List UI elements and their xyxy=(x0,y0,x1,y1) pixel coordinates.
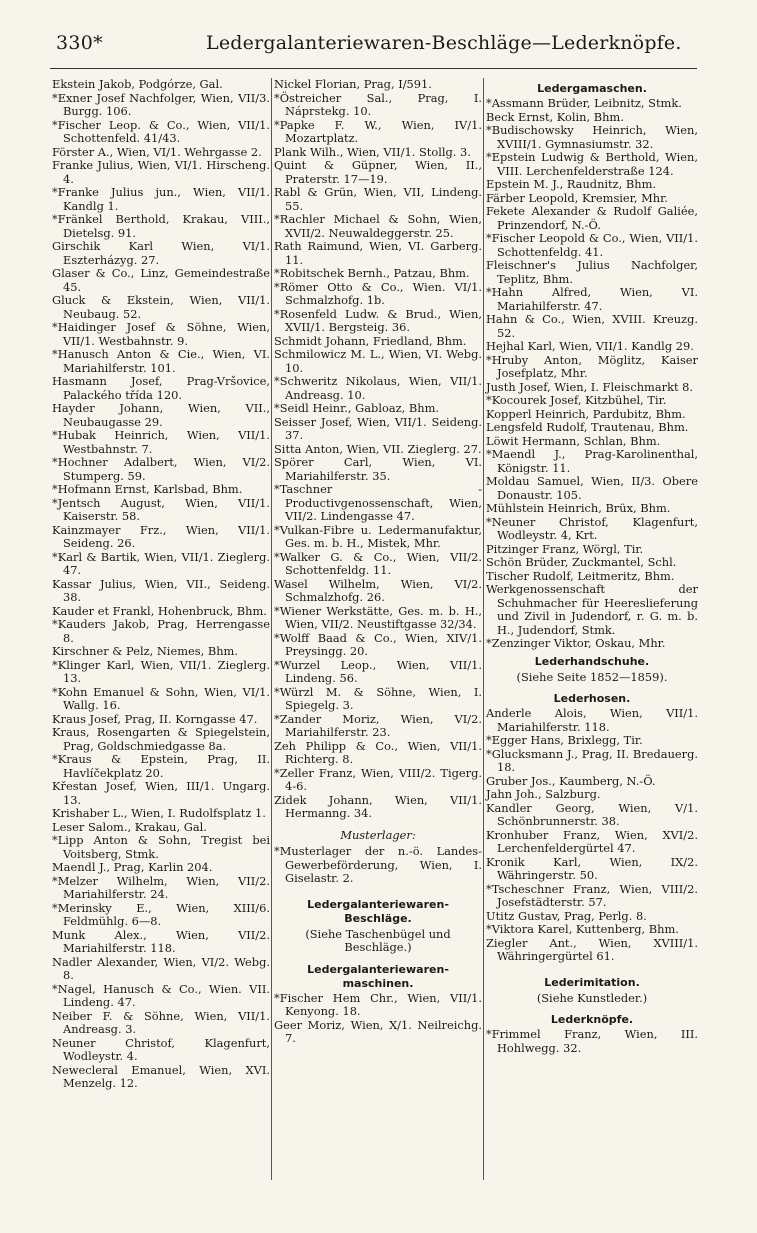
directory-entry: *Rachler Michael & Sohn, Wien, XVII/2. Neuwaldeggerstr. 25. xyxy=(274,212,482,240)
directory-entry: Franke Julius, Wien, VI/1. Hirscheng. 4. xyxy=(52,158,270,186)
directory-entry: Rabl & Grün, Wien, VII, Lindeng. 55. xyxy=(274,185,482,213)
directory-entry: Krishaber L., Wien, I. Rudolfsplatz 1. xyxy=(52,806,266,820)
directory-entry: *Melzer Wilhelm, Wien, VII/2. Mariahilferstr. 24. xyxy=(52,873,270,901)
directory-entry: *Hruby Anton, Möglitz, Kaiser Josefplatz, Mhr. xyxy=(486,352,698,380)
directory-entry: Hasmann Josef, Prag-Vršovice, Palackého třída 120. xyxy=(52,374,270,402)
directory-entry: *Assmann Brüder, Leibnitz, Stmk. xyxy=(486,96,682,110)
directory-entry: Girschik Karl Wien, VI/1. Eszterházyg. 27. xyxy=(52,239,270,267)
directory-entry: Gluck & Ekstein, Wien, VII/1. Neubaug. 52. xyxy=(52,293,270,321)
directory-entry: *Fischer Hem Chr., Wien, VII/1. Kenyong. 18. xyxy=(274,990,482,1018)
directory-entry: Maendl J., Prag, Karlin 204. xyxy=(52,860,213,874)
section-note: (Siehe Kunstleder.) xyxy=(536,990,648,1005)
directory-entry: *Hahn Alfred, Wien, VI. Mariahilferstr. 47. xyxy=(486,285,698,313)
directory-entry: *Zenzinger Viktor, Oskau, Mhr. xyxy=(486,636,666,650)
directory-entry: *Fischer Leopold & Co., Wien, VII/1. Schottenfeldg. 41. xyxy=(486,231,698,259)
section-note: (Siehe Seite 1852—1859). xyxy=(516,669,668,684)
column-divider xyxy=(271,78,272,1180)
directory-entry: Kronhuber Franz, Wien, XVI/2. Lerchenfeldergürtel 47. xyxy=(486,827,698,855)
directory-entry: Zidek Johann, Wien, VII/1. Hermanng. 34. xyxy=(274,792,482,820)
directory-entry: Moldau Samuel, Wien, II/3. Obere Donaustr. 105. xyxy=(486,474,698,502)
section-heading: Ledergamaschen. xyxy=(537,82,647,95)
musterlager-label: Musterlager: xyxy=(340,827,416,842)
directory-entry: Färber Leopold, Kremsier, Mhr. xyxy=(486,190,668,205)
directory-entry: Ziegler Ant., Wien, XVIII/1. Währingergürtel 61. xyxy=(486,935,698,963)
directory-entry: Nickel Florian, Prag, I/591. xyxy=(274,77,432,91)
section-heading: Lederhosen. xyxy=(553,692,631,705)
directory-entry: Kandler Georg, Wien, V/1. Schönbrunnerstr. 38. xyxy=(486,800,698,828)
directory-entry: Ekstein Jakob, Podgórze, Gal. xyxy=(52,77,223,91)
entry-list xyxy=(274,992,482,1046)
directory-entry: Mühlstein Heinrich, Brüx, Bhm. xyxy=(486,501,671,515)
directory-entry: *Würzl M. & Söhne, Wien, I. Spiegelg. 3. xyxy=(274,684,482,712)
directory-entry: Spörer Carl, Wien, VI. Mariahilferstr. 35. xyxy=(274,455,482,483)
directory-entry: *Seidl Heinr., Gabloaz, Bhm. xyxy=(274,401,439,415)
directory-entry: Kraus Josef, Prag, II. Korngasse 47. xyxy=(52,711,258,726)
directory-entry: Utitz Gustav, Prag, Perlg. 8. xyxy=(486,908,647,923)
directory-entry: *Musterlager der n.-ö. Landes-Gewerbeförderung, Wien, I. Giselastr. 2. xyxy=(274,844,482,885)
directory-entry: *Neuner Christof, Klagenfurt, Wodleystr. 4, Krt. xyxy=(486,514,698,542)
directory-entry: *Egger Hans, Brixlegg, Tir. xyxy=(486,733,643,747)
entry-list xyxy=(274,78,482,821)
directory-entry: *Haidinger Josef & Söhne, Wien, VII/1. Westbahnstr. 9. xyxy=(52,320,270,348)
directory-entry: Kraus, Rosengarten & Spiegelstein, Prag, Goldschmiedgasse 8a. xyxy=(52,725,270,753)
directory-entry: *Kocourek Josef, Kitzbühel, Tir. xyxy=(486,393,667,407)
directory-entry: *Kohn Emanuel & Sohn, Wien, VI/1. Wallg. 16. xyxy=(52,684,270,712)
entry-list xyxy=(486,97,698,651)
directory-entry: Werkgenossenschaft der Schuhmacher für Heereslieferung und Zivil in Judendorf, r. G. m. b. H., Judendorf, Stmk. xyxy=(486,582,698,637)
directory-entry: *Klinger Karl, Wien, VII/1. Zieglerg. 13. xyxy=(52,657,270,685)
directory-entry: Kirschner & Pelz, Niemes, Bhm. xyxy=(52,644,238,658)
directory-entry: *Franke Julius jun., Wien, VII/1. Kandlg 1. xyxy=(52,185,270,213)
entry-list xyxy=(274,845,482,886)
directory-entry: Beck Ernst, Kolin, Bhm. xyxy=(486,109,624,124)
directory-entry: Sitta Anton, Wien, VII. Zieglerg. 27. xyxy=(274,441,482,456)
directory-entry: *Exner Josef Nachfolger, Wien, VII/3. Burgg. 106. xyxy=(52,90,270,118)
directory-entry: Kassar Julius, Wien, VII., Seideng. 38. xyxy=(52,576,270,604)
directory-entry: Schmidt Johann, Friedland, Bhm. xyxy=(274,333,467,348)
directory-entry: *Hochner Adalbert, Wien, VI/2. Stumperg. 59. xyxy=(52,455,270,483)
directory-entry: Rath Raimund, Wien, VI. Garberg. 11. xyxy=(274,239,482,267)
directory-entry: Geer Moriz, Wien, X/1. Neilreichg. 7. xyxy=(274,1017,482,1045)
directory-entry: *Schweritz Nikolaus, Wien, VII/1. Andreasg. 10. xyxy=(274,374,482,402)
directory-entry: Wasel Wilhelm, Wien, VI/2. Schmalzhofg. 26. xyxy=(274,576,482,604)
section-heading: Ledergalanteriewaren- maschinen. xyxy=(307,962,449,990)
directory-entry: *Frimmel Franz, Wien, III. Hohlwegg. 32. xyxy=(486,1027,698,1055)
directory-entry: *Rosenfeld Ludw. & Brud., Wien, XVII/1. Bergsteig. 36. xyxy=(274,306,482,334)
directory-entry: *Walker G. & Co., Wien, VII/2. Schottenfeldg. 11. xyxy=(274,549,482,577)
directory-entry: Kauder et Frankl, Hohenbruck, Bhm. xyxy=(52,603,267,618)
directory-entry: Hahn & Co., Wien, XVIII. Kreuzg. 52. xyxy=(486,312,698,340)
directory-entry: Löwit Hermann, Schlan, Bhm. xyxy=(486,433,661,448)
directory-entry: Anderle Alois, Wien, VII/1. Mariahilferstr. 118. xyxy=(486,706,698,734)
directory-entry: *Römer Otto & Co., Wien. VI/1. Schmalzhofg. 1b. xyxy=(274,279,482,307)
column-divider xyxy=(483,78,484,1180)
directory-entry: Tischer Rudolf, Leitmeritz, Bhm. xyxy=(486,568,675,583)
directory-entry: Jahn Joh., Salzburg. xyxy=(486,787,601,801)
directory-entry: *Kauders Jakob, Prag, Herrengasse 8. xyxy=(52,617,270,645)
directory-entry: *Merinsky E., Wien, XIII/6. Feldmühlg. 6—8. xyxy=(52,900,270,928)
directory-entry: *Vulkan-Fibre u. Ledermanufaktur, Ges. m. b. H., Mistek, Mhr. xyxy=(274,522,482,550)
entry-list xyxy=(52,78,270,1091)
directory-entry: *Östreicher Sal., Prag, I. Náprstekg. 10. xyxy=(274,90,482,118)
section-heading: Lederhandschuhe. xyxy=(534,654,650,668)
directory-entry: *Zander Moriz, Wien, VI/2. Mariahilferstr. 23. xyxy=(274,711,482,739)
directory-entry: Förster A., Wien, VI/1. Wehrgasse 2. xyxy=(52,144,262,159)
section-heading: Lederimitation. xyxy=(544,975,640,989)
section-note: (Siehe Taschenbügel und Beschläge.) xyxy=(305,926,451,954)
directory-entry: Justh Josef, Wien, I. Fleischmarkt 8. xyxy=(486,379,694,394)
directory-entry: Nadler Alexander, Wien, VI/2. Webg. 8. xyxy=(52,954,270,982)
directory-entry: Plank Wilh., Wien, VII/1. Stollg. 3. xyxy=(274,144,471,159)
directory-entry: *Jentsch August, Wien, VII/1. Kaiserstr. 58. xyxy=(52,495,270,523)
directory-entry: *Glucksmann J., Prag, II. Bredauerg. 18. xyxy=(486,746,698,774)
directory-entry: Glaser & Co., Linz, Gemeindestraße 45. xyxy=(52,266,270,294)
directory-entry: Křestan Josef, Wien, III/1. Ungarg. 13. xyxy=(52,779,270,807)
column-3 xyxy=(486,78,698,1055)
directory-entry: Neiber F. & Söhne, Wien, VII/1. Andreasg. 3. xyxy=(52,1008,270,1036)
directory-entry: *Wurzel Leop., Wien, VII/1. Lindeng. 56. xyxy=(274,657,482,685)
directory-entry: *Fischer Leop. & Co., Wien, VII/1. Schottenfeld. 41/43. xyxy=(52,117,270,145)
directory-entry: *Viktora Karel, Kuttenberg, Bhm. xyxy=(486,922,679,936)
directory-entry: *Zeller Franz, Wien, VIII/2. Tigerg. 4-6. xyxy=(274,765,482,793)
directory-entry: *Wolff Baad & Co., Wien, XIV/1. Preysingg. 20. xyxy=(274,630,482,658)
directory-entry: Kainzmayer Frz., Wien, VII/1. Seideng. 26. xyxy=(52,522,270,550)
directory-entry: *Tscheschner Franz, Wien, VIII/2. Josefstädterstr. 57. xyxy=(486,881,698,909)
page-header xyxy=(56,32,696,62)
directory-entry: Schön Brüder, Zuckmantel, Schl. xyxy=(486,555,677,569)
directory-entry: Hejhal Karl, Wien, VII/1. Kandlg 29. xyxy=(486,339,694,353)
directory-entry: Leser Salom., Krakau, Gal. xyxy=(52,819,207,834)
directory-entry: Gruber Jos., Kaumberg, N.-Ö. xyxy=(486,773,656,788)
section-heading: Ledergalanteriewaren- Beschläge. xyxy=(307,897,449,925)
directory-entry: *Wiener Werkstätte, Ges. m. b. H., Wien, VII/2. Neustiftgasse 32/34. xyxy=(274,603,482,631)
directory-entry: Epstein M. J., Raudnitz, Bhm. xyxy=(486,177,657,191)
directory-entry: *Papke F. W., Wien, IV/1. Mozartplatz. xyxy=(274,117,482,145)
directory-entry: *Fränkel Berthold, Krakau, VIII., Dietelsg. 91. xyxy=(52,212,270,240)
column-2 xyxy=(274,78,482,1046)
directory-entry: Quint & Güpner, Wien, II., Praterstr. 17—19. xyxy=(274,158,482,186)
directory-entry: *Taschner - Productivgenossenschaft, Wien, VII/2. Lindengasse 47. xyxy=(274,482,482,523)
directory-entry: Munk Alex., Wien, VII/2. Mariahilferstr. 118. xyxy=(52,927,270,955)
running-head: Ledergalanteriewaren-Beschläge—Lederknöpfe. xyxy=(206,32,682,54)
directory-entry: *Nagel, Hanusch & Co., Wien. VII. Lindeng. 47. xyxy=(52,981,270,1009)
directory-entry: Kopperl Heinrich, Pardubitz, Bhm. xyxy=(486,406,686,421)
section-heading: Lederknöpfe. xyxy=(550,1013,634,1026)
directory-entry: Fleischner's Julius Nachfolger, Teplitz, Bhm. xyxy=(486,258,698,286)
directory-entry: *Budischowsky Heinrich, Wien, XVIII/1. Gymnasiumstr. 32. xyxy=(486,123,698,151)
directory-entry: Fekete Alexander & Rudolf Galiée, Prinzendorf, N.-Ö. xyxy=(486,204,698,232)
directory-entry: *Kraus & Epstein, Prag, II. Havlíčekplatz 20. xyxy=(52,752,270,780)
directory-entry: *Hofmann Ernst, Karlsbad, Bhm. xyxy=(52,482,243,496)
header-rule xyxy=(50,68,697,69)
directory-entry: *Epstein Ludwig & Berthold, Wien, VIII. Lerchenfelderstraße 124. xyxy=(486,150,698,178)
directory-entry: Schmilowicz M. L., Wien, VI. Webg. 10. xyxy=(274,347,482,375)
directory-entry: Hayder Johann, Wien, VII., Neubaugasse 29. xyxy=(52,401,270,429)
entry-list xyxy=(486,707,698,964)
entry-list xyxy=(486,1028,698,1055)
directory-entry: Lengsfeld Rudolf, Trautenau, Bhm. xyxy=(486,420,689,434)
directory-entry: Seisser Josef, Wien, VII/1. Seideng. 37. xyxy=(274,414,482,442)
directory-entry: Neuner Christof, Klagenfurt, Wodleystr. 4. xyxy=(52,1035,270,1063)
directory-entry: *Maendl J., Prag-Karolinenthal, Königstr. 11. xyxy=(486,447,698,475)
directory-entry: *Robitschek Bernh., Patzau, Bhm. xyxy=(274,266,470,280)
column-1 xyxy=(52,78,270,1091)
directory-entry: Zeh Philipp & Co., Wien, VII/1. Richterg. 8. xyxy=(274,738,482,766)
directory-entry: *Karl & Bartik, Wien, VII/1. Zieglerg. 47. xyxy=(52,549,270,577)
directory-entry: *Hanusch Anton & Cie., Wien, VI. Mariahilferstr. 101. xyxy=(52,347,270,375)
directory-entry: *Hubak Heinrich, Wien, VII/1. Westbahnstr. 7. xyxy=(52,428,270,456)
page-number: 330* xyxy=(56,32,103,54)
directory-entry: Pitzinger Franz, Wörgl, Tir. xyxy=(486,541,644,556)
directory-entry: Newecleral Emanuel, Wien, XVI. Menzelg. 12. xyxy=(52,1062,270,1090)
directory-entry: Kronik Karl, Wien, IX/2. Währingerstr. 50. xyxy=(486,854,698,882)
directory-entry: *Lipp Anton & Sohn, Tregist bei Voitsberg, Stmk. xyxy=(52,833,270,861)
